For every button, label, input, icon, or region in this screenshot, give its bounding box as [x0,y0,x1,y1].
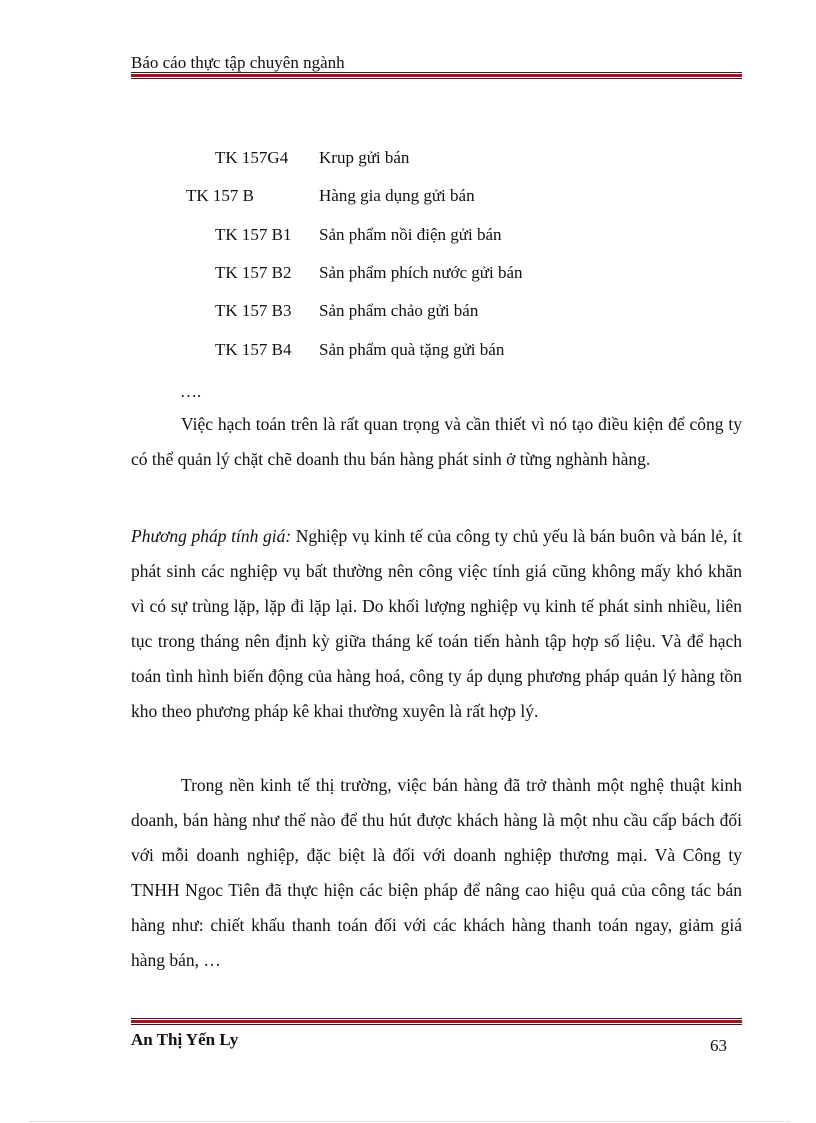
account-desc: Sản phẩm phích nước gửi bán [319,263,523,282]
page-bottom-dotted-line [30,1121,790,1122]
pricing-method-text: Nghiệp vụ kinh tế của công ty chủ yếu là bán buôn và bán lẻ, ít phát sinh các nghiệp vụ bất thường nên công việc tính giá cũng không mấy khó khăn vì có sự trùng lặp, lặp đi lặp lại. Do khối lượng nghiệp vụ kinh tế phát sinh nhiều, liên tục trong tháng nên định kỳ giữa tháng kế toán tiến hành tập hợp số liệu. Và để hạch toán tình hình biến động của hàng hoá, công ty áp dụng phương pháp quản lý hàng tồn kho theo phương pháp kê khai thường xuyên là rất hợp lý. [131,526,742,721]
paragraph-pricing-method [131,519,742,729]
header-title: Báo cáo thực tập chuyên ngành [131,53,345,72]
account-desc: Sản phẩm quà tặng gửi bán [319,340,505,359]
account-code: TK 157 B4 [215,340,292,359]
account-code: TK 157 B2 [215,263,292,282]
page-number: 63 [710,1036,727,1055]
account-desc: Sản phẩm nồi điện gửi bán [319,225,502,244]
account-desc: Hàng gia dụng gửi bán [319,186,475,205]
list-ellipsis: …. [180,382,202,401]
account-desc: Krup gửi bán [319,148,410,167]
footer-rule [131,1018,742,1025]
pricing-method-label: Phương pháp tính giá: [131,526,292,546]
account-code: TK 157 B3 [215,301,292,320]
paragraph-accounting-importance: Việc hạch toán trên là rất quan trọng và cần thiết vì nó tạo điều kiện để công ty có thể quản lý chặt chẽ doanh thu bán hàng phát sinh ở từng nghành hàng. [131,414,742,469]
header-rule [131,72,742,79]
paragraph-market-economy: Trong nền kinh tế thị trường, việc bán hàng đã trở thành một nghệ thuật kinh doanh, bán hàng như thế nào để thu hút được khách hàng là một nhu cầu cấp bách đối với mỗi doanh nghiệp, đặc biệt là đối với doanh nghiệp thương mại. Và Công ty TNHH Ngoc Tiên đã thực hiện các biện pháp để nâng cao hiệu quả của công tác bán hàng như: chiết khấu thanh toán đối với các khách hàng thanh toán ngay, giảm giá hàng bán, … [131,775,742,970]
account-code: TK 157 B [186,186,254,205]
account-code: TK 157 B1 [215,225,292,244]
author-name: An Thị Yến Ly [131,1030,239,1049]
account-desc: Sản phẩm chảo gửi bán [319,301,479,320]
account-code: TK 157G4 [215,148,289,167]
